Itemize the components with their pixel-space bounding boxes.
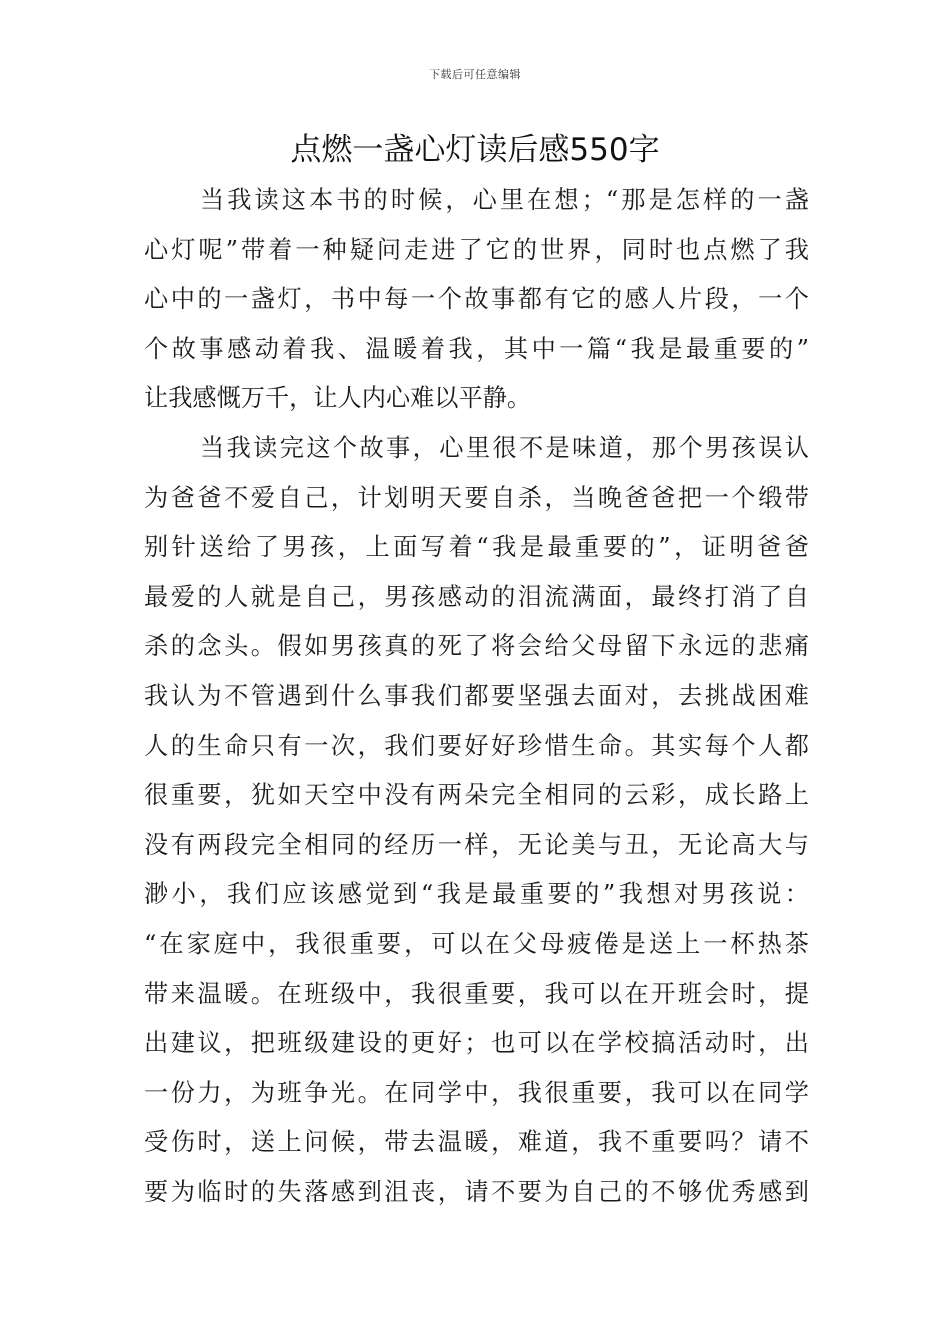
- text-line: 我认为不管遇到什么事我们都要坚强去面对，去挑战困难: [144, 681, 809, 710]
- document-body: [144, 176, 809, 1217]
- header-note: 下载后可任意编辑: [429, 68, 521, 81]
- document-title: 点燃一盏心灯读后感550字: [290, 132, 660, 168]
- text-line: 当我读这本书的时候，心里在想；“那是怎样的一盏: [200, 186, 809, 214]
- paragraph-1: [144, 176, 809, 424]
- text-line: 很重要，犹如天空中没有两朵完全相同的云彩，成长路上: [144, 781, 809, 810]
- text-line: 要为临时的失落感到沮丧，请不要为自己的不够优秀感到: [144, 1177, 809, 1206]
- text-line: 让我感慨万千，让人内心难以平静。: [144, 384, 532, 413]
- text-line: “在家庭中，我很重要，可以在父母疲倦是送上一杯热茶: [144, 929, 809, 958]
- text-line: 个故事感动着我、温暖着我，其中一篇“我是最重要的”: [144, 334, 809, 363]
- text-line: 带来温暖。在班级中，我很重要，我可以在开班会时，提: [144, 979, 809, 1008]
- text-line: 别针送给了男孩，上面写着“我是最重要的”，证明爸爸: [144, 533, 809, 562]
- text-line: 为爸爸不爱自己，计划明天要自杀，当晚爸爸把一个缎带: [144, 483, 809, 512]
- text-line: 没有两段完全相同的经历一样，无论美与丑，无论高大与: [144, 830, 809, 859]
- text-line: 受伤时，送上问候，带去温暖，难道，我不重要吗？请不: [144, 1128, 809, 1157]
- text-line: 心灯呢”带着一种疑问走进了它的世界，同时也点燃了我: [144, 235, 809, 264]
- paragraph-2: [144, 424, 809, 1218]
- text-line: 出建议，把班级建设的更好；也可以在学校搞活动时，出: [144, 1029, 809, 1058]
- text-line: 当我读完这个故事，心里很不是味道，那个男孩误认: [200, 433, 809, 462]
- text-line: 杀的念头。假如男孩真的死了将会给父母留下永远的悲痛: [144, 632, 809, 661]
- text-line: 一份力，为班争光。在同学中，我很重要，我可以在同学: [144, 1078, 809, 1107]
- text-line: 人的生命只有一次，我们要好好珍惜生命。其实每个人都: [144, 731, 809, 760]
- text-line: 心中的一盏灯，书中每一个故事都有它的感人片段，一个: [144, 285, 809, 314]
- text-line: 渺小，我们应该感觉到“我是最重要的”我想对男孩说：: [144, 880, 809, 909]
- text-line: 最爱的人就是自己，男孩感动的泪流满面，最终打消了自: [144, 582, 809, 611]
